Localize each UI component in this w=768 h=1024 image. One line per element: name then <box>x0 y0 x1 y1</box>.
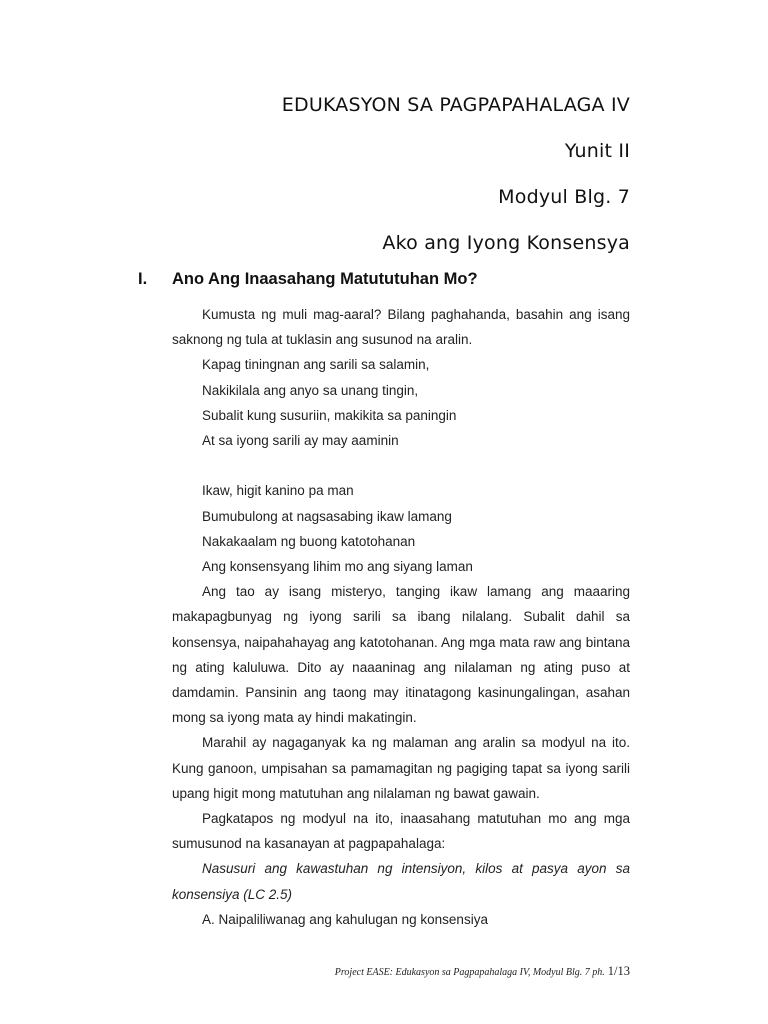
document-body <box>172 302 630 932</box>
lesson-title: Ako ang Iyong Konsensya <box>382 232 630 254</box>
objective-line: konsensiya (LC 2.5) <box>172 886 293 902</box>
footer-text: Project EASE: Edukasyon sa Pagpapahalaga IV, Modyul Blg. 7 ph. <box>334 967 605 978</box>
page-footer <box>335 964 630 979</box>
stanza-gap <box>172 453 630 478</box>
module-label: Modyul Blg. 7 <box>498 186 630 208</box>
body-paragraph: Pagkatapos ng modyul na ito, inaasahang matutuhan mo ang mga sumusunod na kasanayan at pagpapahalaga: <box>172 811 630 852</box>
poem-line: Ang konsensyang lihim mo ang siyang laman <box>202 559 473 575</box>
section-heading-text: Ano Ang Inaasahang Matututuhan Mo? <box>172 270 478 288</box>
section-number: I. <box>138 270 148 288</box>
poem-line: Bumubulong at nagsasabing ikaw lamang <box>202 508 452 524</box>
page-number: 1/13 <box>607 964 630 978</box>
unit-label: Yunit II <box>564 140 630 162</box>
objective-line: Nasusuri ang kawastuhan ng intensiyon, kilos at pasya ayon sa <box>202 861 630 877</box>
poem-line: Subalit kung susuriin, makikita sa paningin <box>202 407 457 423</box>
body-paragraph: Ang tao ay isang misteryo, tanging ikaw lamang ang maaaring makapagbunyag ng iyong sarili sa ibang nilalang. Subalit dahil sa konsensya, naipahahayag ang katotohanan. Ang mga mata raw ang bintana ng ating kaluluwa. Dito ay naaaninag ang nilalaman ng ating puso at damdamin. Pansinin ang taong may itinatagong kasinungalingan, asahan mong sa iyong mata ay hindi makatingin. <box>172 584 630 726</box>
poem-stanza-1 <box>172 352 630 453</box>
poem-line: Ikaw, higit kanino pa man <box>202 483 354 499</box>
poem-line: At sa iyong sarili ay may aaminin <box>202 433 399 449</box>
document-title: EDUKASYON SA PAGPAPAHALAGA IV <box>281 94 630 116</box>
poem-line: Nakakaalam ng buong katotohanan <box>202 533 416 549</box>
section-heading <box>138 270 478 289</box>
poem-line: Kapag tiningnan ang sarili sa salamin, <box>202 357 430 373</box>
intro-paragraph: Kumusta ng muli mag-aaral? Bilang paghahanda, basahin ang isang saknong ng tula at tuklasin ang susunod na aralin. <box>172 307 630 348</box>
poem-stanza-2 <box>172 478 630 579</box>
body-paragraph: Marahil ay nagaganyak ka ng malaman ang aralin sa modyul na ito. Kung ganoon, umpisahan sa pamamagitan ng pagiging tapat sa iyong sarili upang higit mong matutuhan ang nilalaman ng bawat gawain. <box>172 735 630 801</box>
poem-line: Nakikilala ang anyo sa unang tingin, <box>202 382 419 398</box>
list-item: A. Naipaliliwanag ang kahulugan ng konsensiya <box>202 911 488 927</box>
